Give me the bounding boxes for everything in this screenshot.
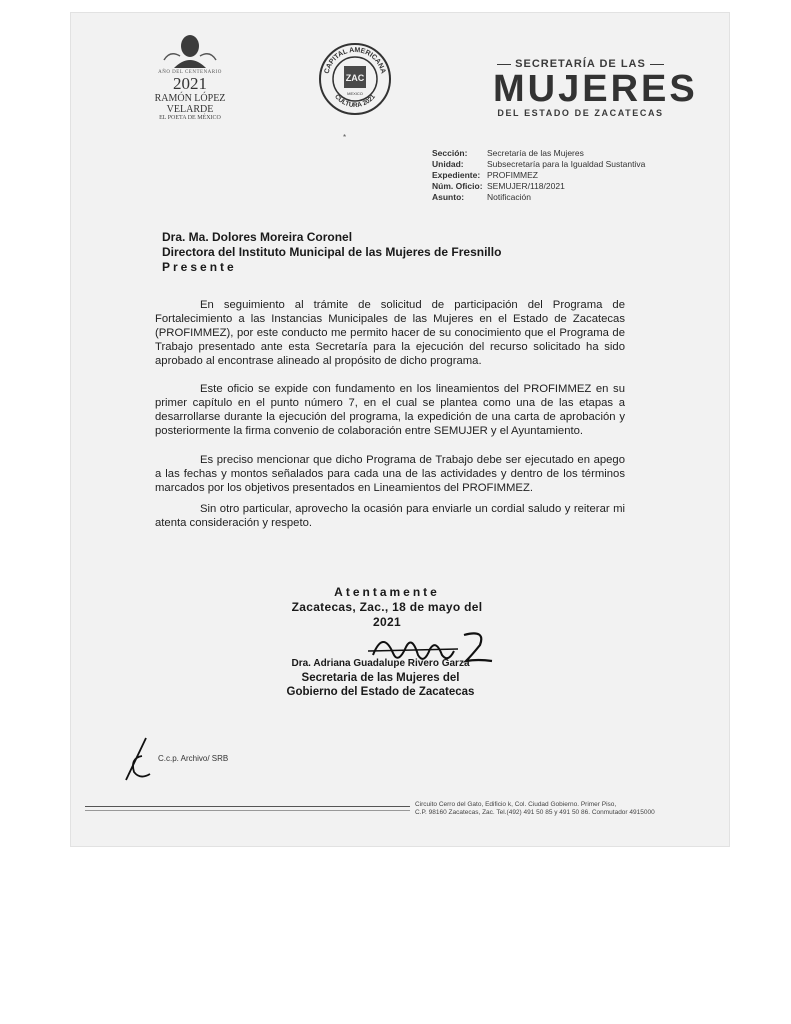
footer-line: C.P. 98160 Zacatecas, Zac. Tel.(492) 491 50 85 y 491 50 86. Conmutador 4915000 [415, 809, 655, 816]
addressee-block [162, 230, 501, 275]
ref-value: PROFIMMEZ [487, 170, 538, 180]
footer-address [415, 801, 655, 817]
handwritten-initial [120, 734, 160, 784]
secretaria-mujeres-logo [493, 58, 698, 118]
seal-sub-text: MEXICO [347, 91, 363, 96]
body-paragraph [155, 502, 625, 530]
logo-year: 2021 [173, 74, 207, 93]
signer-name: Dra. Adriana Guadalupe Rivero Garza [291, 658, 470, 669]
ref-key: Expediente: [432, 170, 481, 180]
ramon-lopez-velarde-logo [135, 30, 245, 120]
paragraph-text: Es preciso mencionar que dicho Programa de Trabajo debe ser ejecutado en apego a las fechas y montos señalados para cada una de las actividades y dentro de los términos marcados por los objetivos presentados en Lineamientos del PROFIMMEZ. [155, 454, 625, 494]
footer-divider [85, 810, 410, 811]
ref-row [432, 170, 645, 181]
body-paragraph [155, 298, 625, 368]
seal-ring-bottom: CULTURA 2021 [333, 93, 377, 110]
footer-line: Circuito Cerro del Gato, Edificio k, Col. Ciudad Gobierno. Primer Piso, [415, 801, 617, 808]
signer-block [258, 657, 503, 699]
dash-right [650, 64, 664, 65]
seal-ring-top: CAPITAL AMERICANA [323, 46, 387, 75]
ref-value: Secretaría de las Mujeres [487, 148, 584, 158]
closing-salutation: Atentamente [334, 585, 440, 599]
ref-row [432, 148, 645, 159]
ref-row [432, 181, 645, 192]
portrait-icon [160, 30, 220, 70]
ref-row [432, 192, 645, 203]
addressee-greeting: Presente [162, 260, 237, 274]
stray-mark: * [343, 133, 347, 142]
paragraph-text: En seguimiento al trámite de solicitud de participación del Programa de Fortalecimiento a las Instancias Municipales de las Mujeres en el Estado de Zacatecas (PROFIMMEZ), por este conducto me permito hacer de su conocimiento que el Programa de Trabajo presentado ante esta Secretaría para la ejecución del recurso solicitado ha sido aprobado al encontrase alineado al propósito de dicho programa. [155, 299, 625, 367]
logo-tagline: EL POETA DE MÉXICO [159, 115, 221, 121]
carbon-copy-note: C.c.p. Archivo/ SRB [158, 754, 229, 763]
logo-bottom-text: DEL ESTADO DE ZACATECAS [497, 108, 664, 118]
ref-key: Unidad: [432, 159, 464, 169]
ref-value: Subsecretaría para la Igualdad Sustantiva [487, 159, 646, 169]
ref-key: Sección: [432, 148, 468, 158]
body-paragraph [155, 382, 625, 438]
ref-key: Asunto: [432, 192, 465, 202]
capital-americana-seal [318, 42, 392, 116]
ref-row [432, 159, 645, 170]
seal-center-text: ZAC [345, 73, 365, 83]
ref-value: SEMUJER/118/2021 [487, 181, 565, 191]
addressee-name: Dra. Ma. Dolores Moreira Coronel [162, 230, 353, 244]
ref-value: Notificación [487, 192, 531, 202]
footer-divider [85, 806, 410, 807]
body-paragraph [155, 453, 625, 495]
addressee-role: Directora del Instituto Municipal de las Mujeres de Fresnillo [162, 245, 502, 259]
closing-date: Zacatecas, Zac., 18 de mayo del 2021 [291, 600, 483, 629]
logo-top-text: SECRETARÍA DE LAS [515, 58, 646, 70]
closing-block [282, 585, 492, 630]
dash-left [497, 64, 511, 65]
signer-title: Secretaria de las Mujeres del [301, 672, 460, 684]
signer-title: Gobierno del Estado de Zacatecas [286, 686, 475, 698]
logo-name: RAMÓN LÓPEZ VELARDE [154, 93, 226, 115]
ref-key: Núm. Oficio: [432, 181, 483, 191]
logo-main-text: MUJERES [493, 68, 698, 110]
paragraph-text: Este oficio se expide con fundamento en los lineamientos del PROFIMMEZ en su primer capítulo en el punto número 7, en el cual se plantea como una de las etapas a desarrollarse durante la ejecución del programa, la expedición de una carta de aprobación y posteriormente la firma convenio de colaboración entre SEMUJER y el Ayuntamiento. [155, 383, 625, 437]
reference-block [432, 148, 645, 203]
paragraph-text: Sin otro particular, aprovecho la ocasión para enviarle un cordial saludo y reiterar mi atenta consideración y respeto. [155, 503, 625, 529]
logo-subtitle: AÑO DEL CENTENARIO [158, 70, 222, 75]
